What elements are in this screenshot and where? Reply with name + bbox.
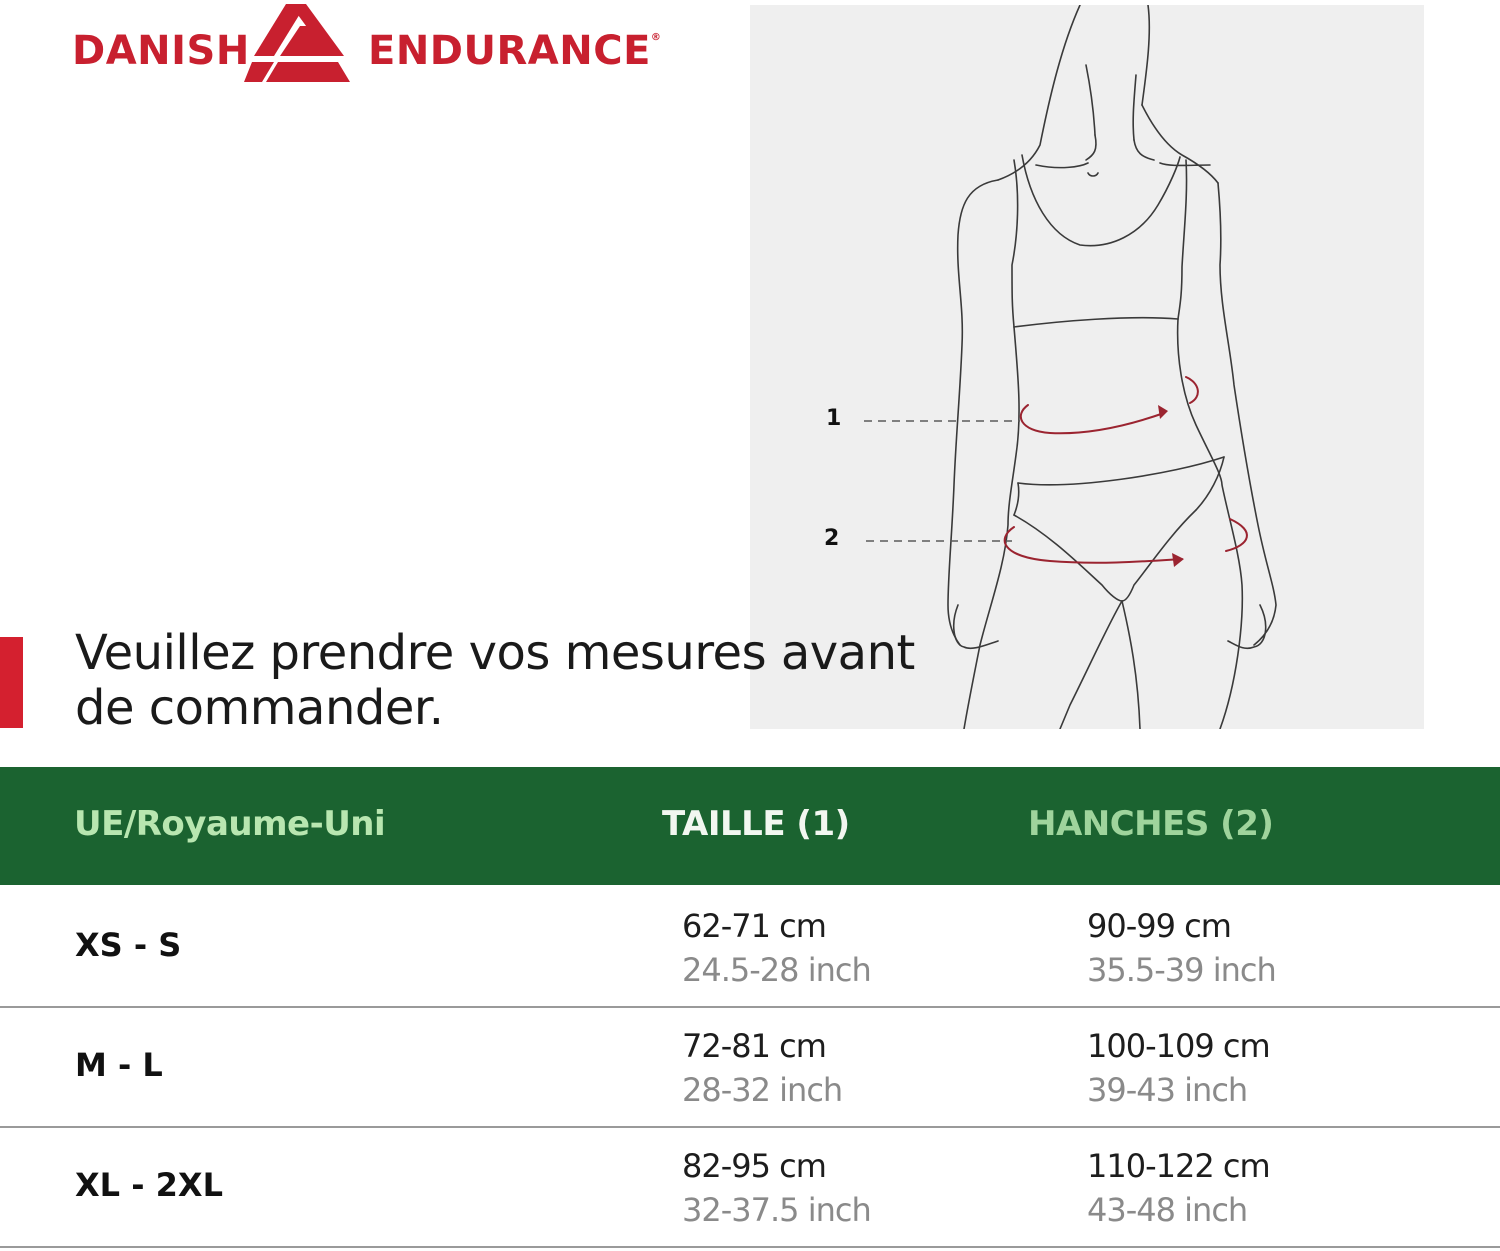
waist-cm: 62-71 cm	[682, 907, 826, 945]
column-header-size: UE/Royaume-Uni	[74, 804, 386, 844]
size-label: M - L	[75, 1046, 163, 1084]
hips-cm: 110-122 cm	[1087, 1147, 1270, 1185]
page-heading	[75, 626, 975, 736]
waist-cell	[682, 906, 871, 994]
heading-line-2: de commander.	[75, 680, 444, 736]
table-row	[0, 886, 1500, 1008]
size-table-header	[0, 767, 1500, 885]
measurement-figure	[750, 5, 1424, 729]
waist-cell	[682, 1146, 871, 1234]
heading-line-1: Veuillez prendre vos mesures avant	[75, 625, 915, 681]
registered-mark: ®	[650, 32, 662, 43]
size-label: XS - S	[75, 926, 182, 964]
waist-cm: 72-81 cm	[682, 1027, 826, 1065]
brand-mountain-icon	[244, 4, 362, 84]
waist-inch: 24.5-28 inch	[682, 951, 871, 989]
brand-word-endurance: ENDURANCE®	[368, 28, 662, 74]
column-header-waist: TAILLE (1)	[662, 804, 850, 844]
hips-inch: 39-43 inch	[1087, 1071, 1248, 1109]
accent-bar	[0, 637, 23, 728]
hips-inch: 35.5-39 inch	[1087, 951, 1276, 989]
waist-cm: 82-95 cm	[682, 1147, 826, 1185]
body-outline-illustration	[750, 5, 1424, 729]
waist-cell	[682, 1026, 842, 1114]
waist-inch: 28-32 inch	[682, 1071, 843, 1109]
brand-word-danish: DANISH	[72, 28, 250, 74]
size-label: XL - 2XL	[75, 1166, 223, 1204]
hips-cm: 100-109 cm	[1087, 1027, 1270, 1065]
hips-inch: 43-48 inch	[1087, 1191, 1248, 1229]
hips-cell	[1087, 1026, 1270, 1114]
hips-cell	[1087, 906, 1276, 994]
hips-cm: 90-99 cm	[1087, 907, 1231, 945]
table-row	[0, 1006, 1500, 1128]
column-header-hips: HANCHES (2)	[1028, 804, 1274, 844]
hips-cell	[1087, 1146, 1270, 1234]
marker-1-label: 1	[826, 406, 842, 431]
waist-inch: 32-37.5 inch	[682, 1191, 871, 1229]
table-row	[0, 1126, 1500, 1248]
marker-2-label: 2	[824, 526, 840, 551]
